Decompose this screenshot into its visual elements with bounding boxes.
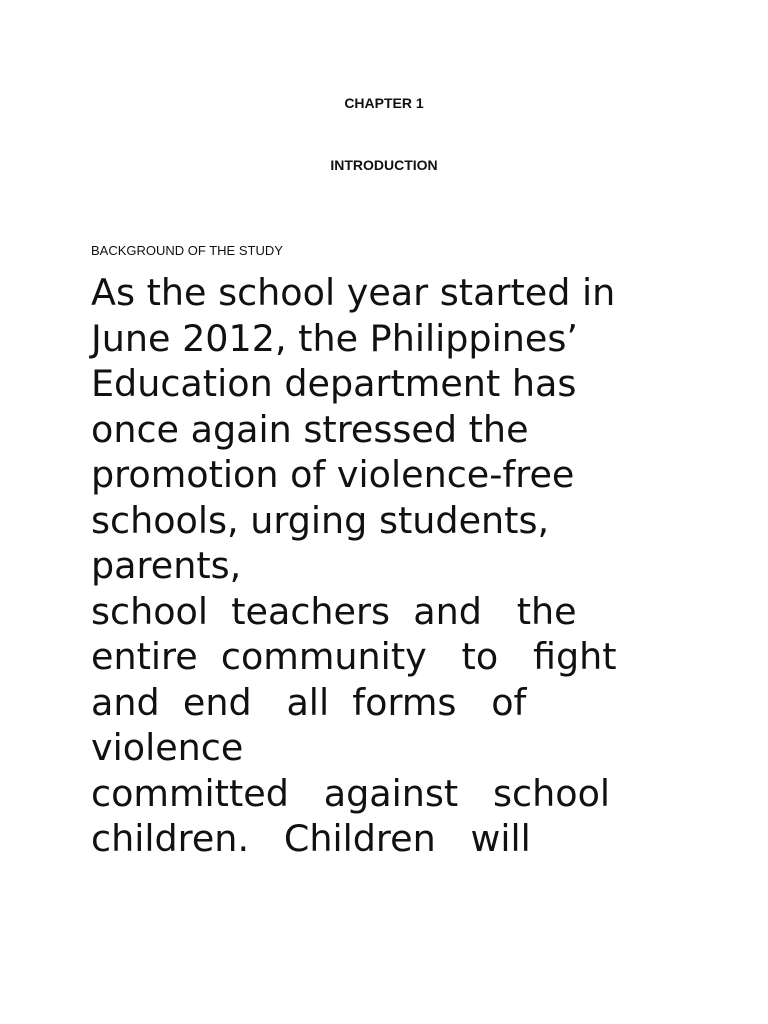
- body-line: parents,: [91, 544, 242, 587]
- body-line: Education department has: [91, 362, 577, 405]
- body-line: violence: [91, 726, 244, 769]
- body-line: June 2012, the Philippines’: [91, 316, 578, 360]
- body-line: and end all forms of: [91, 680, 527, 724]
- body-line: As the school year started in: [91, 271, 616, 314]
- chapter-label: CHAPTER 1: [344, 95, 424, 111]
- body-line: children. Children will: [91, 817, 531, 860]
- body-line: once again stressed the: [91, 407, 529, 451]
- body-line: entire community to fight: [91, 635, 617, 678]
- body-paragraph: [91, 270, 691, 862]
- section-heading: BACKGROUND OF THE STUDY: [91, 243, 283, 258]
- body-line: schools, urging students,: [91, 498, 550, 542]
- body-line: promotion of violence-free: [91, 453, 575, 496]
- body-line: school teachers and the: [91, 589, 577, 633]
- body-line: committed against school: [91, 771, 611, 815]
- chapter-title: INTRODUCTION: [330, 157, 438, 173]
